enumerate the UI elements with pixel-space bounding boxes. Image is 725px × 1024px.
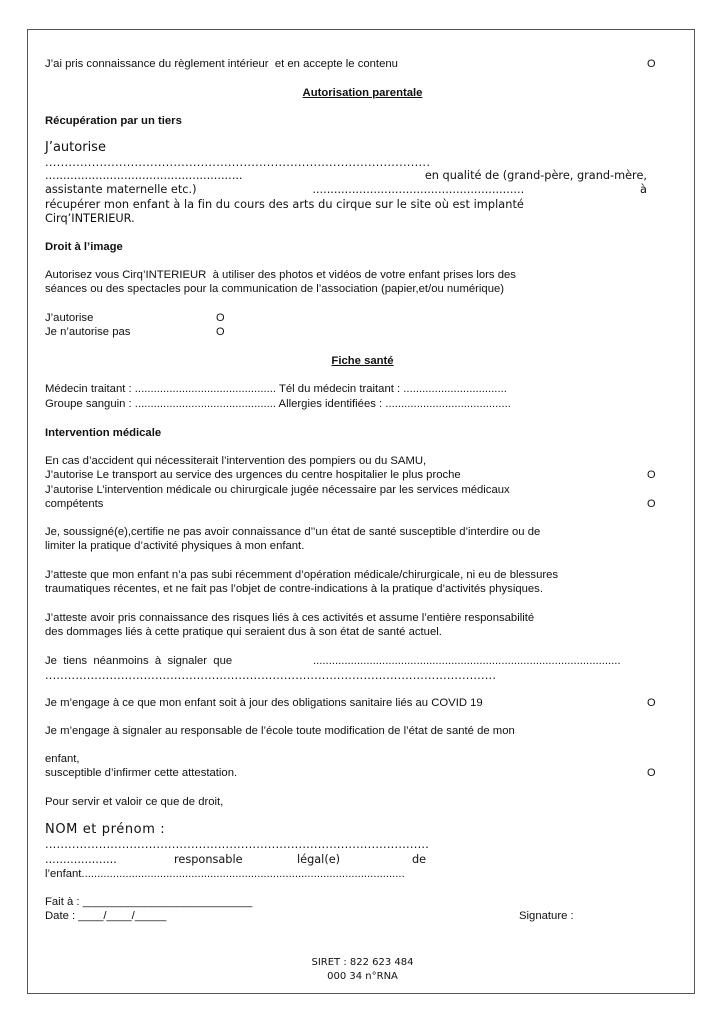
intervention-title: Intervention médicale bbox=[45, 427, 162, 439]
qualite-dots[interactable]: ....................................................... bbox=[45, 169, 243, 182]
engage-checkbox[interactable]: O bbox=[647, 767, 656, 779]
medecin-line[interactable]: Médecin traitant : ............................................. Tél du médecin traitant : ................................. bbox=[45, 383, 507, 395]
covid-text: Je m’engage à ce que mon enfant soit à jour des obligations sanitaire liés au COVID 19 bbox=[45, 697, 483, 709]
signaler-dots-2[interactable]: ....................................................................................................................... bbox=[45, 669, 497, 682]
cirq-text: Cirq’INTERIEUR. bbox=[45, 212, 135, 225]
atteste-2: traumatiques récentes, et ne fait pas l’objet de contre-indications à la pratique d’activités physiques. bbox=[45, 583, 543, 595]
soussigne-1: Je, soussigné(e),certifie ne pas avoir connaissance d’’un état de santé susceptible d’interdire ou de bbox=[45, 526, 541, 538]
engage-3: susceptible d’infirmer cette attestation. bbox=[45, 767, 238, 779]
enfant-line[interactable]: l’enfant....................................................................................................... bbox=[45, 868, 405, 880]
risques-2: des dommages liés à cette pratique qui seraient dus à son état de santé actuel. bbox=[45, 626, 442, 638]
reglement-checkbox[interactable]: O bbox=[647, 58, 656, 70]
fait-line[interactable]: Fait à : ___________________________ bbox=[45, 896, 253, 908]
recuperer-text: récupérer mon enfant à la fin du cours des arts du cirque sur le site où est implanté bbox=[45, 198, 524, 211]
servir-text: Pour servir et valoir ce que de droit, bbox=[45, 796, 224, 808]
int-text-2: J’autorise Le transport au service des urgences du centre hospitalier le plus proche bbox=[45, 469, 461, 481]
nom-dots-2[interactable]: .................... bbox=[45, 853, 117, 866]
jnautorise-checkbox[interactable]: O bbox=[216, 326, 225, 338]
siret-line-2: 000 34 n°RNA bbox=[327, 971, 398, 982]
int-text-4: compétents bbox=[45, 498, 104, 510]
signaler-dots[interactable]: .................................................................................................. bbox=[313, 655, 621, 667]
assistante-a: à bbox=[640, 183, 647, 196]
assistante-dots[interactable]: ........................................................... bbox=[312, 183, 525, 196]
responsable-text: responsable bbox=[174, 853, 243, 866]
engage-1: Je m’engage à signaler au responsable de l’école toute modification de l’état de santé de mon bbox=[45, 725, 515, 737]
recuperation-title: Récupération par un tiers bbox=[45, 115, 182, 127]
droit-text-2: séances ou des spectacles pour la communication de l’association (papier,et/ou numérique) bbox=[45, 283, 505, 295]
droit-title: Droit à l’image bbox=[45, 241, 123, 253]
covid-checkbox[interactable]: O bbox=[647, 697, 656, 709]
groupe-line[interactable]: Groupe sanguin : ............................................. Allergies identifiées : ........................................ bbox=[45, 398, 511, 410]
int-text-3: J’autorise L’intervention médicale ou chirurgicale jugée nécessaire par les services médicaux bbox=[45, 484, 510, 496]
assistante-line bbox=[45, 183, 647, 197]
jautorise-checkbox[interactable]: O bbox=[216, 312, 225, 324]
signature-label: Signature : bbox=[519, 910, 574, 922]
tiers-name-dots[interactable]: ................................................................................................... bbox=[45, 156, 431, 169]
de-text: de bbox=[412, 853, 427, 866]
autorise-heading: J’autorise bbox=[45, 140, 106, 155]
risques-1: J’atteste avoir pris connaissance des risques liés à ces activités et assume l’entière responsabilité bbox=[45, 612, 535, 624]
nom-heading: NOM et prénom : bbox=[45, 822, 166, 837]
atteste-1: J’atteste que mon enfant n’a pas subi récemment d’opération médicale/chirurgicale, ni eu de blessures bbox=[45, 569, 559, 581]
int-text-1: En cas d’accident qui nécessiterait l’intervention des pompiers ou du SAMU, bbox=[45, 455, 427, 467]
qualite-line bbox=[45, 169, 647, 183]
autorisation-title: Autorisation parentale bbox=[302, 87, 423, 99]
legal-text: légal(e) bbox=[297, 853, 341, 866]
reglement-text: J’ai pris connaissance du règlement intérieur et en accepte le contenu bbox=[45, 58, 398, 70]
signaler-label: Je tiens néanmoins à signaler que bbox=[45, 655, 233, 667]
fiche-title: Fiche santé bbox=[331, 355, 394, 367]
jnautorise-label: Je n’autorise pas bbox=[45, 326, 131, 338]
soussigne-2: limiter la pratique d’activité physiques à mon enfant. bbox=[45, 540, 305, 552]
intervention-checkbox[interactable]: O bbox=[647, 498, 656, 510]
transport-checkbox[interactable]: O bbox=[647, 469, 656, 481]
assistante-text: assistante maternelle etc.) bbox=[45, 183, 197, 196]
date-line[interactable]: Date : ____/____/_____ bbox=[45, 910, 167, 922]
jautorise-label: J’autorise bbox=[45, 312, 94, 324]
droit-text-1: Autorisez vous Cirq’INTERIEUR à utiliser des photos et vidéos de votre enfant prises lors des bbox=[45, 269, 516, 281]
qualite-text: en qualité de (grand-père, grand-mère, bbox=[424, 169, 647, 182]
siret-line-1: SIRET : 822 623 484 bbox=[311, 957, 414, 968]
engage-2: enfant, bbox=[45, 753, 80, 765]
nom-dots-1[interactable]: .................................................................................................... bbox=[45, 838, 430, 851]
